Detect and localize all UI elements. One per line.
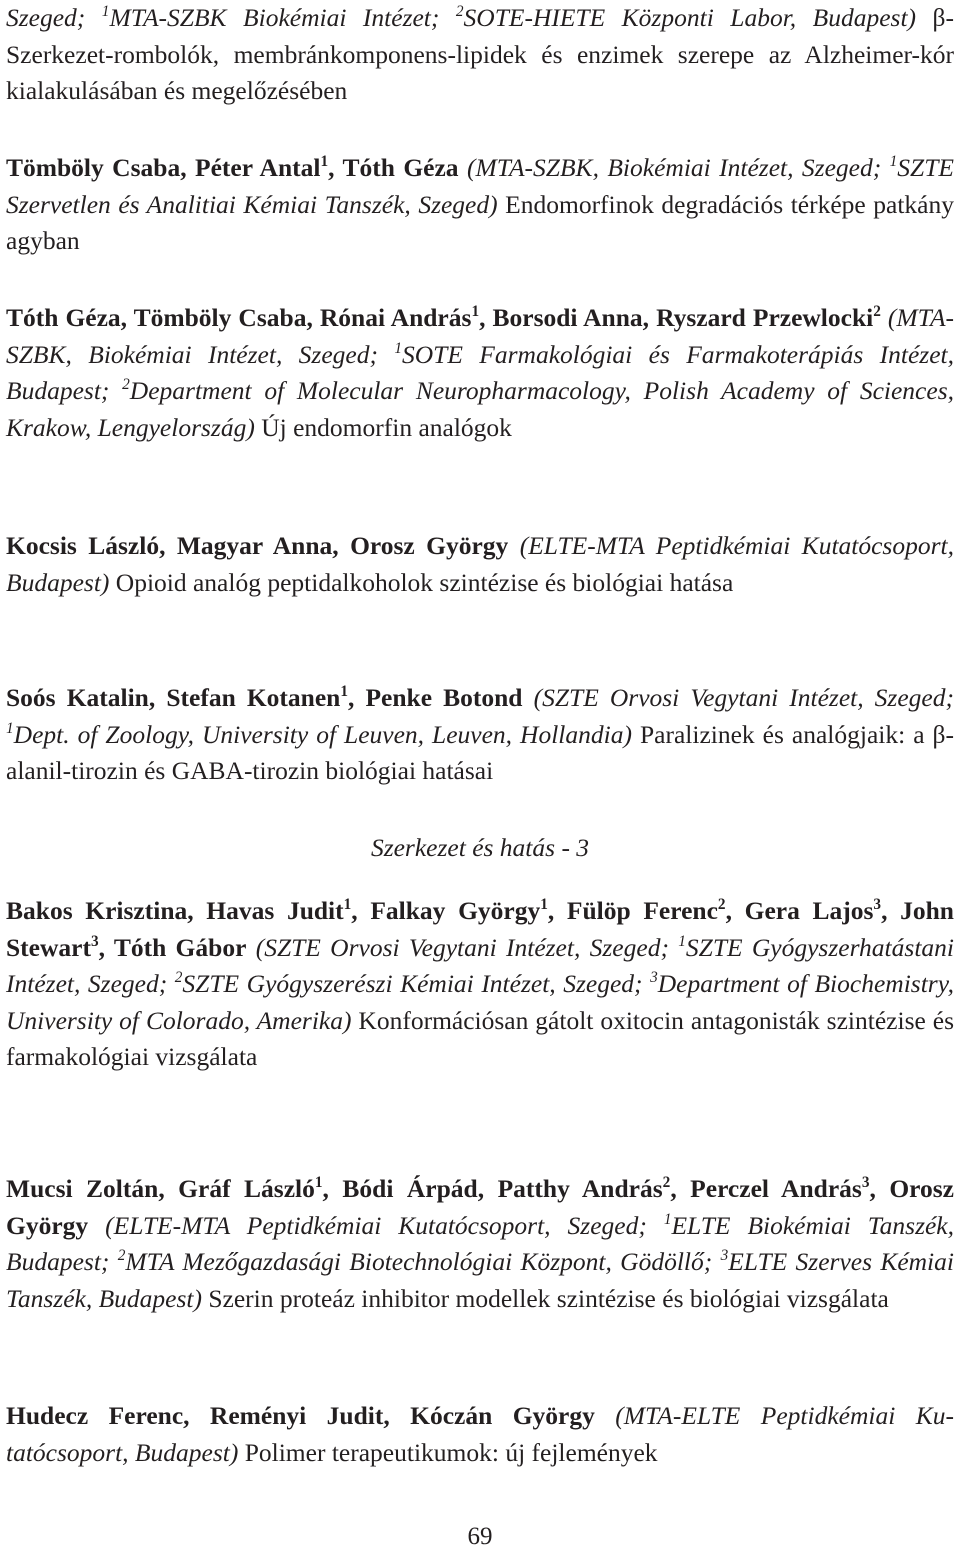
- author-names: , Perczel András: [670, 1174, 862, 1203]
- author-names: , Fülöp Ferenc: [547, 896, 718, 925]
- section-heading: Szerkezet és hatás - 3: [370, 833, 590, 862]
- affiliation-mark: 2: [717, 896, 726, 914]
- author-names: Soós Katalin, Stefan Kotanen: [6, 683, 341, 712]
- affiliation-text: (SZTE Orvosi Vegytani Intézet, Szeged;: [522, 683, 954, 712]
- affiliation-text: Szeged;: [6, 3, 102, 32]
- author-names: , Bódi Árpád, Patthy András: [322, 1174, 663, 1203]
- affiliation-mark: 2: [873, 303, 881, 321]
- affiliation-mark: 2: [174, 969, 183, 987]
- affiliation-mark: 1: [394, 339, 402, 357]
- affiliation-text: SOTE Farmakológiai és Farmakoterápiás Intézet, Budapest;: [6, 339, 954, 406]
- author-names: , John Stewart: [6, 896, 954, 962]
- abstract-entry: [6, 300, 954, 446]
- affiliation-text: (MTA-SZBK, Biokémiai Intézet, Szeged;: [6, 303, 955, 369]
- affiliation-text: MTA-SZBK Biokémiai Intézet;: [109, 3, 456, 32]
- abstract-entry: [6, 893, 954, 1076]
- abstract-title: Opioid analóg peptidalkoholok szintézise és biológiai hatása: [109, 567, 734, 597]
- affiliation-mark: 1: [889, 153, 898, 171]
- affiliation-mark: 1: [471, 303, 480, 321]
- affiliation-mark: 3: [650, 969, 658, 987]
- author-names: Kocsis László, Magyar Anna, Orosz György: [6, 531, 509, 560]
- affiliation-text: SOTE-HIETE Központi Labor, Budapest): [463, 3, 917, 32]
- abstract-entry: [6, 0, 954, 110]
- affiliation-text: (SZTE Orvosi Vegytani Intézet, Szeged;: [246, 932, 679, 962]
- author-names: Bakos Krisztina, Havas Judit: [6, 896, 344, 925]
- affiliation-mark: 3: [720, 1247, 729, 1265]
- affiliation-mark: 1: [340, 683, 348, 701]
- abstract-entry: [6, 680, 954, 790]
- affiliation-mark: 1: [101, 3, 110, 21]
- author-names: Mucsi Zoltán, Gráf László: [6, 1174, 315, 1203]
- affiliation-text: ELTE Szerves Kémiai Tanszék, Budapest): [6, 1247, 954, 1313]
- author-names: , Tóth Gábor: [98, 932, 247, 962]
- abstract-entry: [6, 528, 954, 601]
- affiliation-text: (ELTE-MTA Peptidkémiai Kutatócsoport, Budapest): [6, 531, 954, 597]
- page-number: 69: [467, 1523, 493, 1550]
- author-names: , Gera Lajos: [725, 896, 874, 925]
- abstract-title: Konformációsan gátolt oxitocin antagonisták szintézise és farmakológiai vizsgálata: [6, 1005, 954, 1072]
- affiliation-mark: 1: [343, 896, 352, 914]
- affiliation-mark: 1: [6, 719, 14, 737]
- author-names: , Orosz György: [6, 1174, 955, 1240]
- affiliation-text: (ELTE-MTA Peptidkémiai Kutatócsoport, Szeged;: [88, 1210, 664, 1240]
- author-names: , Borsodi Anna, Ryszard Przewlocki: [479, 303, 874, 332]
- affiliation-text: (MTA-SZBK, Biokémiai Intézet, Szeged;: [458, 153, 890, 182]
- author-names: , Penke Botond: [348, 683, 523, 712]
- author-names: , Falkay György: [351, 896, 541, 925]
- affiliation-mark: 1: [314, 1174, 323, 1192]
- affiliation-text: MTA Mezőgazdasági Biotechnológiai Központ, Gödöllő;: [125, 1247, 721, 1277]
- abstract-title: Szerin proteáz inhibitor modellek szintézise és biológiai vizsgálata: [201, 1283, 889, 1313]
- affiliation-text: Department of Molecular Neuropharmacology, Polish Academy of Sciences, Krakow, Lengyelország): [6, 376, 954, 442]
- affiliation-mark: 3: [873, 896, 882, 914]
- affiliation-mark: 3: [861, 1174, 870, 1192]
- affiliation-text: SZTE Gyógyszerészi Kémiai Intézet, Szeged;: [182, 969, 651, 999]
- abstract-title: Paralizinek és analógjaik: a β-alanil-tirozin és GABA-tirozin biológiai hatásai: [6, 719, 954, 786]
- affiliation-mark: 2: [662, 1174, 671, 1192]
- affiliation-mark: 1: [320, 153, 329, 171]
- affiliation-text: SZTE Szervetlen és Analitiai Kémiai Tanszék, Szeged): [6, 153, 954, 219]
- abstract-entry: [6, 1171, 954, 1317]
- affiliation-mark: 2: [455, 3, 464, 21]
- affiliation-mark: 1: [540, 896, 548, 914]
- affiliation-mark: 1: [663, 1210, 672, 1228]
- author-names: , Tóth Géza: [328, 153, 459, 182]
- affiliation-mark: 1: [678, 932, 686, 950]
- affiliation-text: ELTE Biokémiai Tanszék, Budapest;: [6, 1210, 955, 1277]
- affiliation-mark: 2: [117, 1247, 126, 1265]
- abstract-title: Új endomorfin analógok: [254, 412, 512, 442]
- abstract-entry: [6, 1398, 954, 1471]
- affiliation-text: Department of Biochemistry, University of Colorado, Amerika): [6, 969, 954, 1035]
- abstract-entry: [6, 150, 954, 260]
- author-names: Hudecz Ferenc, Reményi Judit, Kóczán György: [6, 1401, 595, 1430]
- affiliation-text: (MTA-ELTE Peptidkémiai Kutatócsoport, Budapest): [6, 1401, 954, 1467]
- abstract-title: Polimer terapeutikumok: új fejlemények: [238, 1437, 658, 1467]
- affiliation-text: SZTE Gyógyszerhatástani Intézet, Szeged;: [6, 932, 954, 999]
- abstract-title: β-Szerkezet-rombolók, membránkomponens-lipidek és enzimek szerepe az Alzheimer-kór kialakulásában és megelőzésében: [6, 3, 954, 106]
- affiliation-text: Dept. of Zoology, University of Leuven, Leuven, Hollandia): [13, 719, 632, 749]
- author-names: Tóth Géza, Tömböly Csaba, Rónai András: [6, 303, 472, 332]
- affiliation-mark: 3: [90, 932, 99, 950]
- affiliation-mark: 2: [122, 376, 130, 394]
- abstract-title: Endomorfinok degradációs térképe patkány agyban: [6, 189, 954, 256]
- author-names: Tömböly Csaba, Péter Antal: [6, 153, 321, 182]
